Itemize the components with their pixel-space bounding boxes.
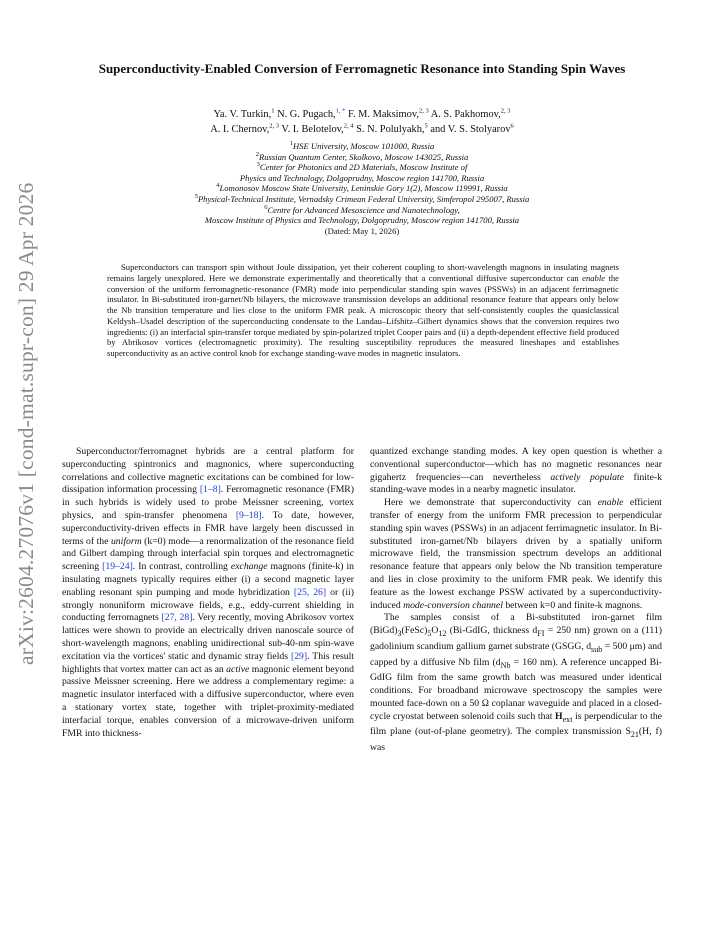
paragraph-text: . This result highlights that vortex matter can act as an <box>62 650 354 675</box>
subscript: 5 <box>427 629 432 639</box>
paragraph-text: The samples consist of a Bi-substituted iron-garnet film (BiGd) <box>370 612 662 637</box>
paragraph-text: Here we demonstrate that superconductivity can <box>384 497 598 509</box>
author-affil-mark: 2, 3 <box>500 107 511 115</box>
author-affil-mark: 2, 3 <box>269 122 280 130</box>
emphasis-text: uniform <box>110 535 142 547</box>
subscript: Nb <box>500 660 511 670</box>
affiliation-text: Lomonosov Moscow State University, Leninskie Gory 1(2), Moscow 119991, Russia <box>219 183 508 194</box>
affiliation-text: Center for Photonics and 2D Materials, Moscow Institute of <box>259 162 468 173</box>
paragraph-text: between k=0 and finite-k magnons. <box>502 599 643 611</box>
citation-link[interactable]: [1–8] <box>199 484 221 496</box>
abstract-text: Superconductors can transport spin without Joule dissipation, yet their coherent coupling to short-wavelength magnons in insulating magnets remains largely unexplored. Here we demonstrate experimentally and theoretically that a conventional diffusive superconductor can <box>107 262 619 283</box>
author: F. M. Maksimov, <box>345 109 419 120</box>
affiliation-text: Centre for Advanced Mesoscience and Nanotechnology, <box>267 204 460 215</box>
subscript: sub <box>591 644 603 654</box>
paragraph-text: O <box>431 625 439 637</box>
author-affil-mark[interactable]: 1, * <box>335 107 346 115</box>
subscript: 12 <box>438 629 447 639</box>
paragraph-text: or (ii) strongly nonuniform microwave fields, e.g., eddy-current shielding in conducting ferromagnets <box>62 586 355 624</box>
subscript: 3 <box>397 629 402 639</box>
author-affil-mark: 1 <box>271 107 275 115</box>
dated-line: (Dated: May 1, 2026) <box>324 225 400 236</box>
paper-title: Superconductivity-Enabled Conversion of Ferromagnetic Resonance into Standing Spin Waves <box>98 61 626 76</box>
arxiv-identifier-stamp: arXiv:2604.27076v1 [cond-mat.supr-con] 29 Apr 2026 <box>14 182 38 665</box>
emphasis-text: enable <box>597 497 624 509</box>
subscript: 21 <box>630 730 639 740</box>
affiliation-number: 3 <box>256 161 260 169</box>
paragraph <box>370 612 662 755</box>
affiliation-text: Physics and Technology, Dolgoprudny, Moscow region 141700, Russia <box>239 172 485 183</box>
paragraph-text: . Very recently, moving Abrikosov vortex lattices were shown to provide an electrically driven nanoscale source of short-wavelength magnons, enabling unidirectional sub-40-nm spin-wave excitation via the vortices' static and dynamic stray fields <box>62 612 355 662</box>
paragraph-text: (k=0) mode—a renormalization of the resonance field and Gilbert damping through interfacial spin torques and electromagnetic screening <box>62 535 354 573</box>
affiliation-number: 6 <box>264 203 268 211</box>
left-column <box>62 446 354 740</box>
subscript: FI <box>537 629 545 639</box>
abstract-text: the conversion of the uniform ferromagnetic-resonance (FMR) mode into perpendicular standing spin waves (PSSWs) in an adjacent ferrimagnetic insulator. In Bi-substituted iron-garnet/Nb bilayers, the microwave transmission develops an additional resonance feature that appears only below the Nb transition temperature and lies close to the uniform FMR peak. A microscopic theory that self-consistently couples the quasiclassical Keldysh–Usadel description of the superconducting condensate to the Landau–Lifshitz–Gilbert dynamics shows that the conversion requires two ingredients: (i) an interfacial spin-transfer torque mediated by spin-polarized triplet Cooper pairs and (ii) a depth-dependent effective field produced by Abrikosov vortices (electromagnetic proximity). The resulting susceptibility reproduces the measured lineshapes and establishes superconductivity as an active control knob for exchange standing-wave modes in magnetic insulators. <box>107 272 619 358</box>
paragraph <box>370 497 662 612</box>
emphasis-text: mode-conversion channel <box>403 599 503 611</box>
paragraph-text: (FeSc) <box>401 625 428 637</box>
citation-link[interactable]: [29] <box>290 650 308 662</box>
paragraph-text: . In contrast, controlling <box>132 561 231 573</box>
paragraph-text: (H, f) was <box>370 726 662 754</box>
author: A. S. Pakhomov, <box>428 109 501 120</box>
affiliation <box>62 194 662 205</box>
affiliations <box>62 141 662 236</box>
author: V. I. Belotelov, <box>279 124 344 135</box>
author-list <box>62 107 662 137</box>
paragraph-text: = 500 μm) and capped by a diffusive Nb film (d <box>370 640 662 668</box>
paragraph-text: = 250 nm) grown on a (111) gadolinium scandium gallium garnet substrate (GSGG, d <box>370 625 662 652</box>
paragraph-text: finite-k standing-wave modes in a nearby magnetic insulator. <box>370 471 662 496</box>
paragraph <box>370 446 662 497</box>
affiliation-text: HSE University, Moscow 101000, Russia <box>292 141 435 151</box>
emphasis-text: active <box>226 663 250 675</box>
paragraph-text: efficient transfer of energy from the uniform FMR precession to perpendicular standing spin waves (PSSWs) in an adjacent ferrimagnetic insulator. In Bi-substituted iron-garnet/Nb bilayers driven by a spatially uniform microwave field, the transmission spectrum develops an additional resonance feature that appears only below the Nb transition temperature and lies in close proximity to the uniform FMR peak. We identify this feature as the lowest exchange PSSW activated by a superconductivity-induced <box>370 497 662 611</box>
emphasis-text: exchange <box>230 561 268 573</box>
paragraph-text: . To date, however, superconductivity-driven effects in FMR have largely been discussed in terms of the <box>62 509 354 547</box>
paragraph-text: quantized exchange standing modes. A key open question is whether a conventional superconductor—which has no magnetic resonances near gigahertz frequencies—can nevertheless <box>370 446 662 483</box>
author-line-1 <box>62 107 662 122</box>
affiliation-text: Russian Quantum Center, Skolkovo, Moscow 143025, Russia <box>258 151 469 162</box>
author: and V. S. Stolyarov <box>427 124 511 135</box>
paragraph-text: (Bi-GdIG, thickness d <box>446 625 538 637</box>
affiliation <box>62 152 662 163</box>
affiliation-number: 4 <box>216 182 220 190</box>
paragraph-text: magnonic element beyond passive Meissner screening. Here we address a complementary regime: a magnetic insulator interfaced with a diffusive superconductor, where even a stationary vortex state, together with triplet-proximity-mediated interfacial torque, enables conversion of a microwave-driven uniform FMR into thickness- <box>62 663 354 739</box>
paragraph-text: magnons (finite-k) in insulating magnets typically requires either (i) a second magnetic layer enabling resonant spin pumping and mode hybridization <box>62 561 354 598</box>
affiliation <box>62 205 662 216</box>
right-column <box>370 446 662 755</box>
affiliation-number: 5 <box>194 193 198 201</box>
subscript: ext <box>562 714 573 724</box>
affiliation <box>62 183 662 194</box>
citation-link[interactable]: [25, 26] <box>293 586 327 598</box>
affiliation-number: 1 <box>289 140 293 148</box>
author-affil-mark: 6 <box>510 122 514 130</box>
affiliation <box>62 141 662 152</box>
author: N. G. Pugach, <box>274 109 336 120</box>
author-affil-mark: 2, 4 <box>343 122 354 130</box>
affiliation <box>62 162 662 173</box>
affiliation-text: Physical-Technical Institute, Vernadsky Crimean Federal University, Simferopol 295007, Russia <box>197 193 530 204</box>
citation-link[interactable]: [27, 28] <box>161 612 193 624</box>
author-line-2 <box>62 122 662 137</box>
paragraph-text: . Ferromagnetic resonance (FMR) in such hybrids is widely used to probe Meissner screening, vortex physics, and spin-transfer phenomena <box>62 484 354 521</box>
author: A. I. Chernov, <box>210 124 270 135</box>
author: S. N. Polulyakh, <box>353 124 425 135</box>
affiliation-text: Moscow Institute of Physics and Technology, Dolgoprudny, Moscow region 141700, Russia <box>204 215 520 226</box>
paragraph-text: Superconductor/ferromagnet hybrids are a central platform for superconducting spintronics and magnonics, where superconducting correlations and collective magnetic excitations can be combined for low-dissipation information processing <box>62 446 354 496</box>
affiliation <box>62 215 662 226</box>
abstract-emphasis: enable <box>582 272 606 283</box>
paragraph-text: = 160 nm). A reference uncapped Bi-GdIG film from the same growth batch was measured under identical conditions. For broadband microwave spectroscopy the samples were mounted face-down on a 50 Ω coplanar waveguide and placed in a closed-cycle cryostat between solenoid coils such that <box>370 656 662 722</box>
author-affil-mark: 5 <box>424 122 428 130</box>
emphasis-text: actively populate <box>550 471 624 483</box>
abstract <box>107 262 619 359</box>
affiliation <box>62 173 662 184</box>
author-affil-mark: 2, 3 <box>418 107 429 115</box>
author: Ya. V. Turkin, <box>213 109 272 120</box>
paragraph <box>62 446 354 740</box>
affiliation-number: 2 <box>255 150 259 158</box>
citation-link[interactable]: [19–24] <box>102 561 133 573</box>
citation-link[interactable]: [9–18] <box>235 509 262 521</box>
paragraph-text: is perpendicular to the film plane (out-of-plane geometry). The complex transmission S <box>370 710 662 738</box>
bold-symbol: H <box>555 710 563 722</box>
